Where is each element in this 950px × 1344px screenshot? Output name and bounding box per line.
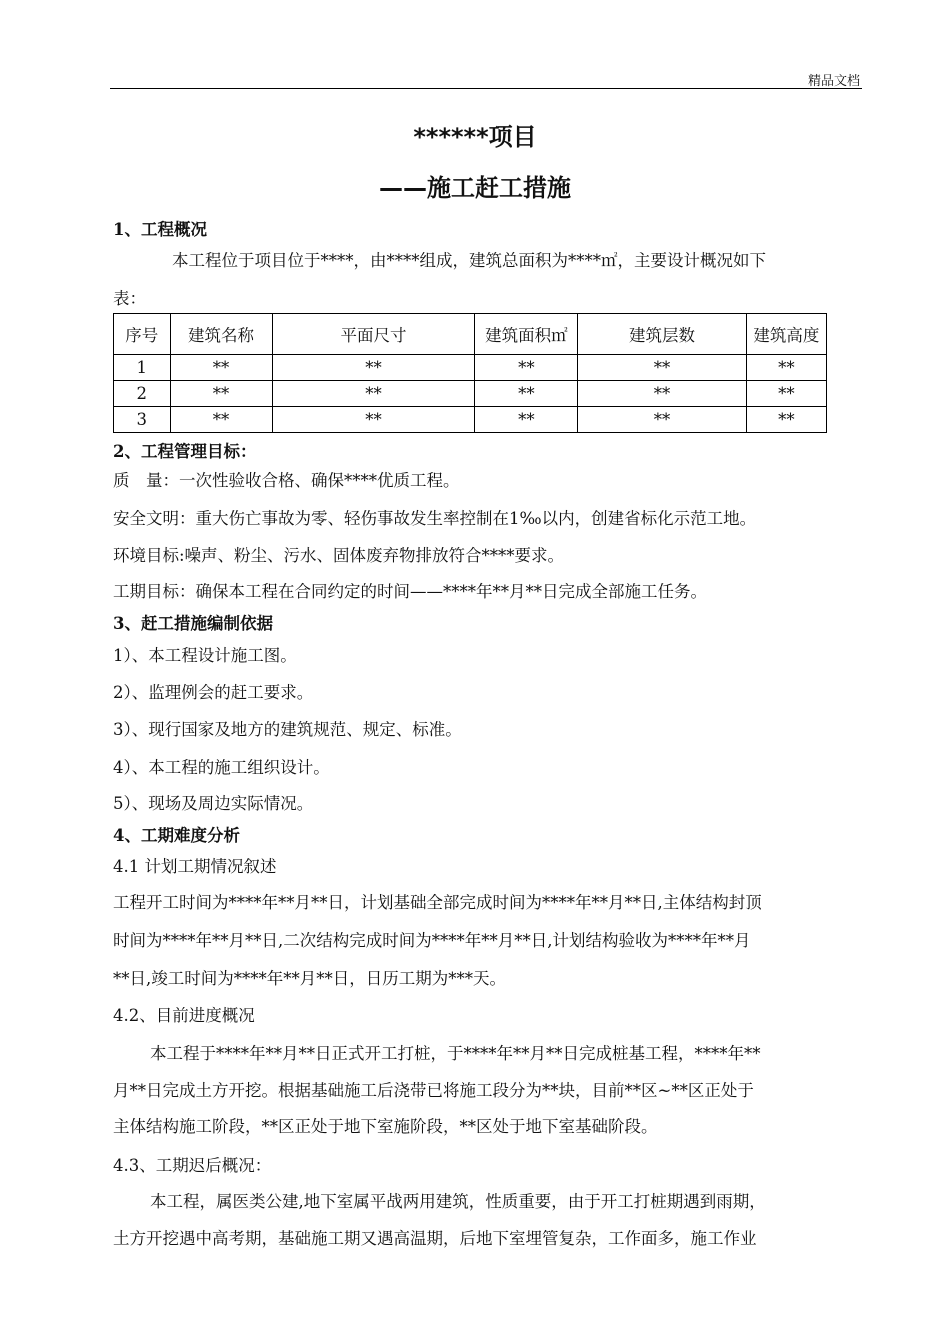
basis-item: 2）、监理例会的赶工要求。 xyxy=(113,683,314,702)
basis-item: 4）、本工程的施工组织设计。 xyxy=(113,758,330,777)
table-cell: ** xyxy=(475,381,578,407)
overview-paragraph-cont: 表： xyxy=(113,289,146,308)
table-cell: ** xyxy=(578,355,746,381)
table-cell: ** xyxy=(746,381,826,407)
plan-paragraph-line: **日,竣工时间为****年**月**日，日历工期为***天。 xyxy=(113,969,506,988)
section-3-heading: 3、赶工措施编制依据 xyxy=(113,614,273,633)
plan-paragraph-line: 时间为****年**月**日,二次结构完成时间为****年**月**日,计划结构验收为****年**月 xyxy=(113,931,751,950)
col-header: 序号 xyxy=(114,314,171,355)
col-header: 建筑名称 xyxy=(170,314,272,355)
table-cell: ** xyxy=(170,407,272,433)
building-info-table xyxy=(113,313,827,433)
table-cell: 3 xyxy=(114,407,171,433)
quality-goal: 质 量：一次性验收合格、确保****优质工程。 xyxy=(113,471,460,490)
table-cell: ** xyxy=(272,381,475,407)
basis-item: 5）、现场及周边实际情况。 xyxy=(113,794,314,813)
safety-goal: 安全文明：重大伤亡事故为零、轻伤事故发生率控制在1‰以内，创建省标化示范工地。 xyxy=(113,509,757,528)
col-header: 建筑面积㎡ xyxy=(475,314,578,355)
table-cell: ** xyxy=(578,381,746,407)
progress-paragraph-line: 月**日完成土方开挖。根据基础施工后浇带已将施工段分为**块，目前**区~**区正处于 xyxy=(113,1081,754,1100)
subsection-4-2: 4.2、目前进度概况 xyxy=(113,1006,255,1025)
header-rule xyxy=(110,88,862,89)
table-header-row xyxy=(114,314,827,355)
table-cell: ** xyxy=(170,355,272,381)
table-cell: ** xyxy=(475,355,578,381)
table-cell: ** xyxy=(272,407,475,433)
schedule-goal: 工期目标：确保本工程在合同约定的时间——****年**月**日完成全部施工任务。 xyxy=(113,582,707,601)
section-2-heading: 2、工程管理目标： xyxy=(113,442,257,461)
subsection-4-3: 4.3、工期迟后概况： xyxy=(113,1156,272,1175)
plan-paragraph-line: 工程开工时间为****年**月**日，计划基础全部完成时间为****年**月**日,主体结构封顶 xyxy=(113,893,762,912)
table-row xyxy=(114,407,827,433)
table-cell: ** xyxy=(746,407,826,433)
subsection-4-1: 4.1 计划工期情况叙述 xyxy=(113,857,277,876)
table-cell: ** xyxy=(272,355,475,381)
delay-paragraph-line: 土方开挖遇中高考期，基础施工期又遇高温期，后地下室埋管复杂，工作面多，施工作业 xyxy=(113,1229,757,1248)
delay-paragraph-line: 本工程，属医类公建,地下室属平战两用建筑，性质重要，由于开工打桩期遇到雨期， xyxy=(150,1192,766,1211)
basis-item: 3）、现行国家及地方的建筑规范、规定、标准。 xyxy=(113,720,462,739)
environment-goal: 环境目标:噪声、粉尘、污水、固体废弃物排放符合****要求。 xyxy=(113,546,565,565)
col-header: 建筑层数 xyxy=(578,314,746,355)
progress-paragraph-line: 本工程于****年**月**日正式开工打桩，于****年**月**日完成桩基工程，****年** xyxy=(150,1044,761,1063)
doc-subtitle: ——施工赶工措施 xyxy=(379,174,571,202)
overview-paragraph: 本工程位于项目位于****，由****组成，建筑总面积为****㎡，主要设计概况如下 xyxy=(172,251,766,270)
table-row xyxy=(114,355,827,381)
table-row xyxy=(114,381,827,407)
table-cell: ** xyxy=(170,381,272,407)
basis-item: 1）、本工程设计施工图。 xyxy=(113,646,297,665)
table-cell: 1 xyxy=(114,355,171,381)
section-1-heading: 1、工程概况 xyxy=(113,220,207,239)
header-mark: 精品文档 xyxy=(807,74,860,89)
progress-paragraph-line: 主体结构施工阶段，**区正处于地下室施阶段，**区处于地下室基础阶段。 xyxy=(113,1117,658,1136)
table-cell: ** xyxy=(746,355,826,381)
doc-title: ******项目 xyxy=(413,123,537,151)
col-header: 平面尺寸 xyxy=(272,314,475,355)
table-cell: ** xyxy=(475,407,578,433)
table-cell: ** xyxy=(578,407,746,433)
col-header: 建筑高度 xyxy=(746,314,826,355)
table-cell: 2 xyxy=(114,381,171,407)
section-4-heading: 4、工期难度分析 xyxy=(113,826,240,845)
